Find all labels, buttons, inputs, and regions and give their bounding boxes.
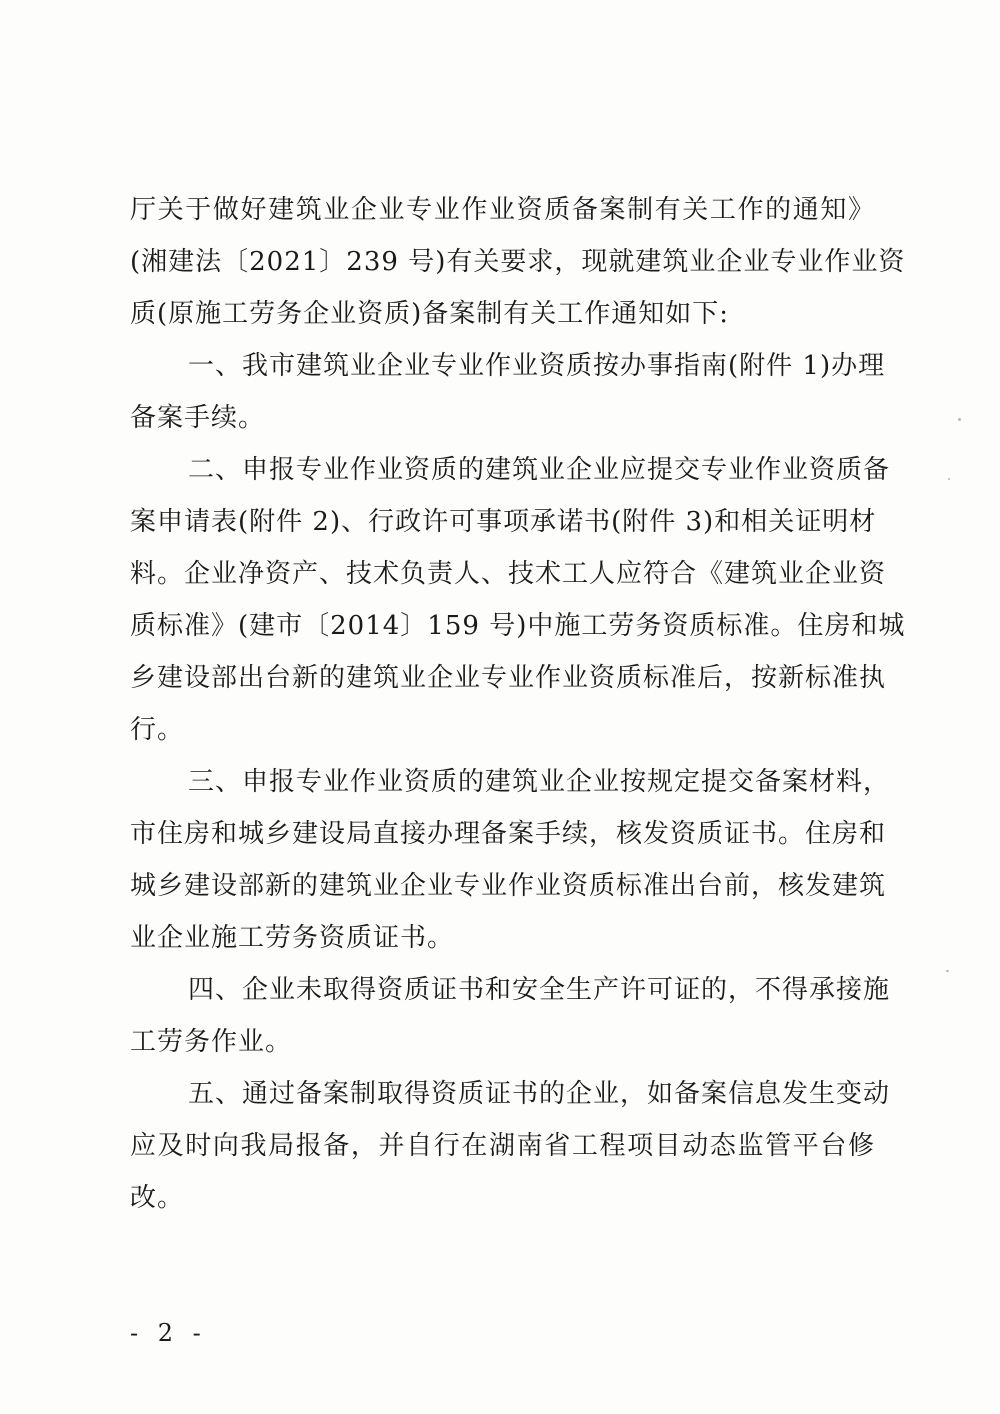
text-line: (湘建法〔2021〕239 号)有关要求，现就建筑业企业专业作业资 [130,247,906,277]
text-line: 行。 [130,715,185,745]
text-line: 城乡建设部新的建筑业企业专业作业资质标准出台前，核发建筑 [130,871,887,901]
text-line: 市住房和城乡建设局直接办理备案手续，核发资质证书。住房和 [130,819,887,849]
scan-speck [958,418,961,421]
text-line: 料。企业净资产、技术负责人、技术工人应符合《建筑业企业资 [130,559,887,589]
scan-speck [946,970,949,972]
text-line: 四、企业未取得资质证书和安全生产许可证的，不得承接施 [188,975,891,1005]
text-line: 质标准》(建市〔2014〕159 号)中施工劳务资质标准。住房和城 [130,611,906,641]
text-line: 五、通过备案制取得资质证书的企业，如备案信息发生变动 [188,1079,891,1109]
text-line: 应及时向我局报备，并自行在湖南省工程项目动态监管平台修 [130,1131,875,1161]
text-line: 备案手续。 [130,403,266,433]
text-line: 质(原施工劳务企业资质)备案制有关工作通知如下: [130,299,730,329]
text-line: 业企业施工劳务资质证书。 [130,923,455,953]
text-line: 工劳务作业。 [130,1027,293,1057]
text-line: 三、申报专业作业资质的建筑业企业按规定提交备案材料， [188,767,891,797]
text-line: 改。 [130,1183,185,1213]
text-line: 二、申报专业作业资质的建筑业企业应提交专业作业资质备 [188,455,891,485]
text-line: 厅关于做好建筑业企业专业作业资质备案制有关工作的通知》 [130,195,875,225]
text-line: 乡建设部出台新的建筑业企业专业作业资质标准后，按新标准执 [130,663,887,693]
page-number: - 2 - [130,1319,207,1347]
scan-speck [948,478,950,480]
text-line: 案申请表(附件 2)、行政许可事项承诺书(附件 3)和相关证明材 [130,507,877,537]
text-line: 一、我市建筑业企业专业作业资质按办事指南(附件 1)办理 [188,351,886,381]
